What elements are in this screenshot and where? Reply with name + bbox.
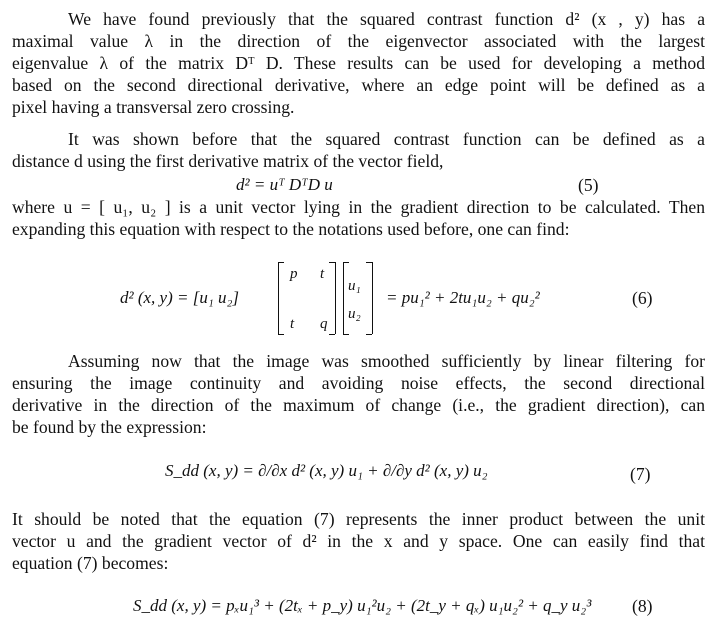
equation-7: S_dd (x, y) = ∂/∂x d² (x, y) u₁ + ∂/∂y d² (x, y) u₂ bbox=[165, 461, 488, 480]
text-line: derivative in the direction of the maximum of change (i.e., the gradient direction), can bbox=[12, 395, 705, 415]
equation-number: (8) bbox=[632, 596, 653, 616]
text-line: It was shown before that the squared contrast function can be defined as a bbox=[68, 129, 705, 149]
text-line: ensuring the image continuity and avoiding noise effects, the second directional bbox=[12, 373, 705, 393]
text-line: pixel having a transversal zero crossing. bbox=[12, 97, 295, 117]
text-line: be found by the expression: bbox=[12, 417, 207, 437]
text-line: It should be noted that the equation (7) represents the inner product between the unit bbox=[12, 509, 705, 529]
equation-6-lhs: d² (x, y) = [u₁ u₂] bbox=[120, 288, 240, 307]
text-line: maximal value λ in the direction of the eigenvector associated with the largest bbox=[12, 31, 705, 51]
text-line: equation (7) becomes: bbox=[12, 553, 169, 573]
equation-5: d² = uᵀ DᵀD u bbox=[236, 175, 333, 194]
text-line: based on the second directional derivative, where an edge point will be defined as a bbox=[12, 75, 705, 95]
text-line: eigenvalue λ of the matrix Dᵀ D. These results can be used for developing a method bbox=[12, 53, 705, 73]
equation-number: (7) bbox=[630, 464, 651, 484]
text-line: where u = [ u₁, u₂ ] is a unit vector lying in the gradient direction to be calculated. Then bbox=[12, 197, 705, 217]
text-line: We have found previously that the squared contrast function d² (x , y) has a bbox=[68, 9, 705, 29]
equation-6-rhs: = pu₁² + 2tu₁u₂ + qu₂² bbox=[386, 288, 540, 307]
matrix-entry: p bbox=[290, 266, 298, 282]
matrix-entry: t bbox=[290, 316, 295, 332]
text-line: expanding this equation with respect to the notations used before, one can find: bbox=[12, 219, 570, 239]
matrix-entry: t bbox=[320, 266, 325, 282]
matrix-entry: q bbox=[320, 316, 328, 332]
text-line: distance d using the first derivative matrix of the vector field, bbox=[12, 151, 444, 171]
vector-entry: u₂ bbox=[348, 306, 361, 322]
equation-number: (6) bbox=[632, 288, 653, 308]
vector-entry: u₁ bbox=[348, 278, 361, 294]
text-line: Assuming now that the image was smoothed sufficiently by linear filtering for bbox=[68, 351, 705, 371]
text-line: vector u and the gradient vector of d² in the x and y space. One can easily find that bbox=[12, 531, 705, 551]
equation-8: S_dd (x, y) = pₓu₁³ + (2tₓ + p_y) u₁²u₂ + (2t_y + qₓ) u₁u₂² + q_y u₂³ bbox=[133, 596, 592, 615]
equation-number: (5) bbox=[578, 175, 599, 195]
